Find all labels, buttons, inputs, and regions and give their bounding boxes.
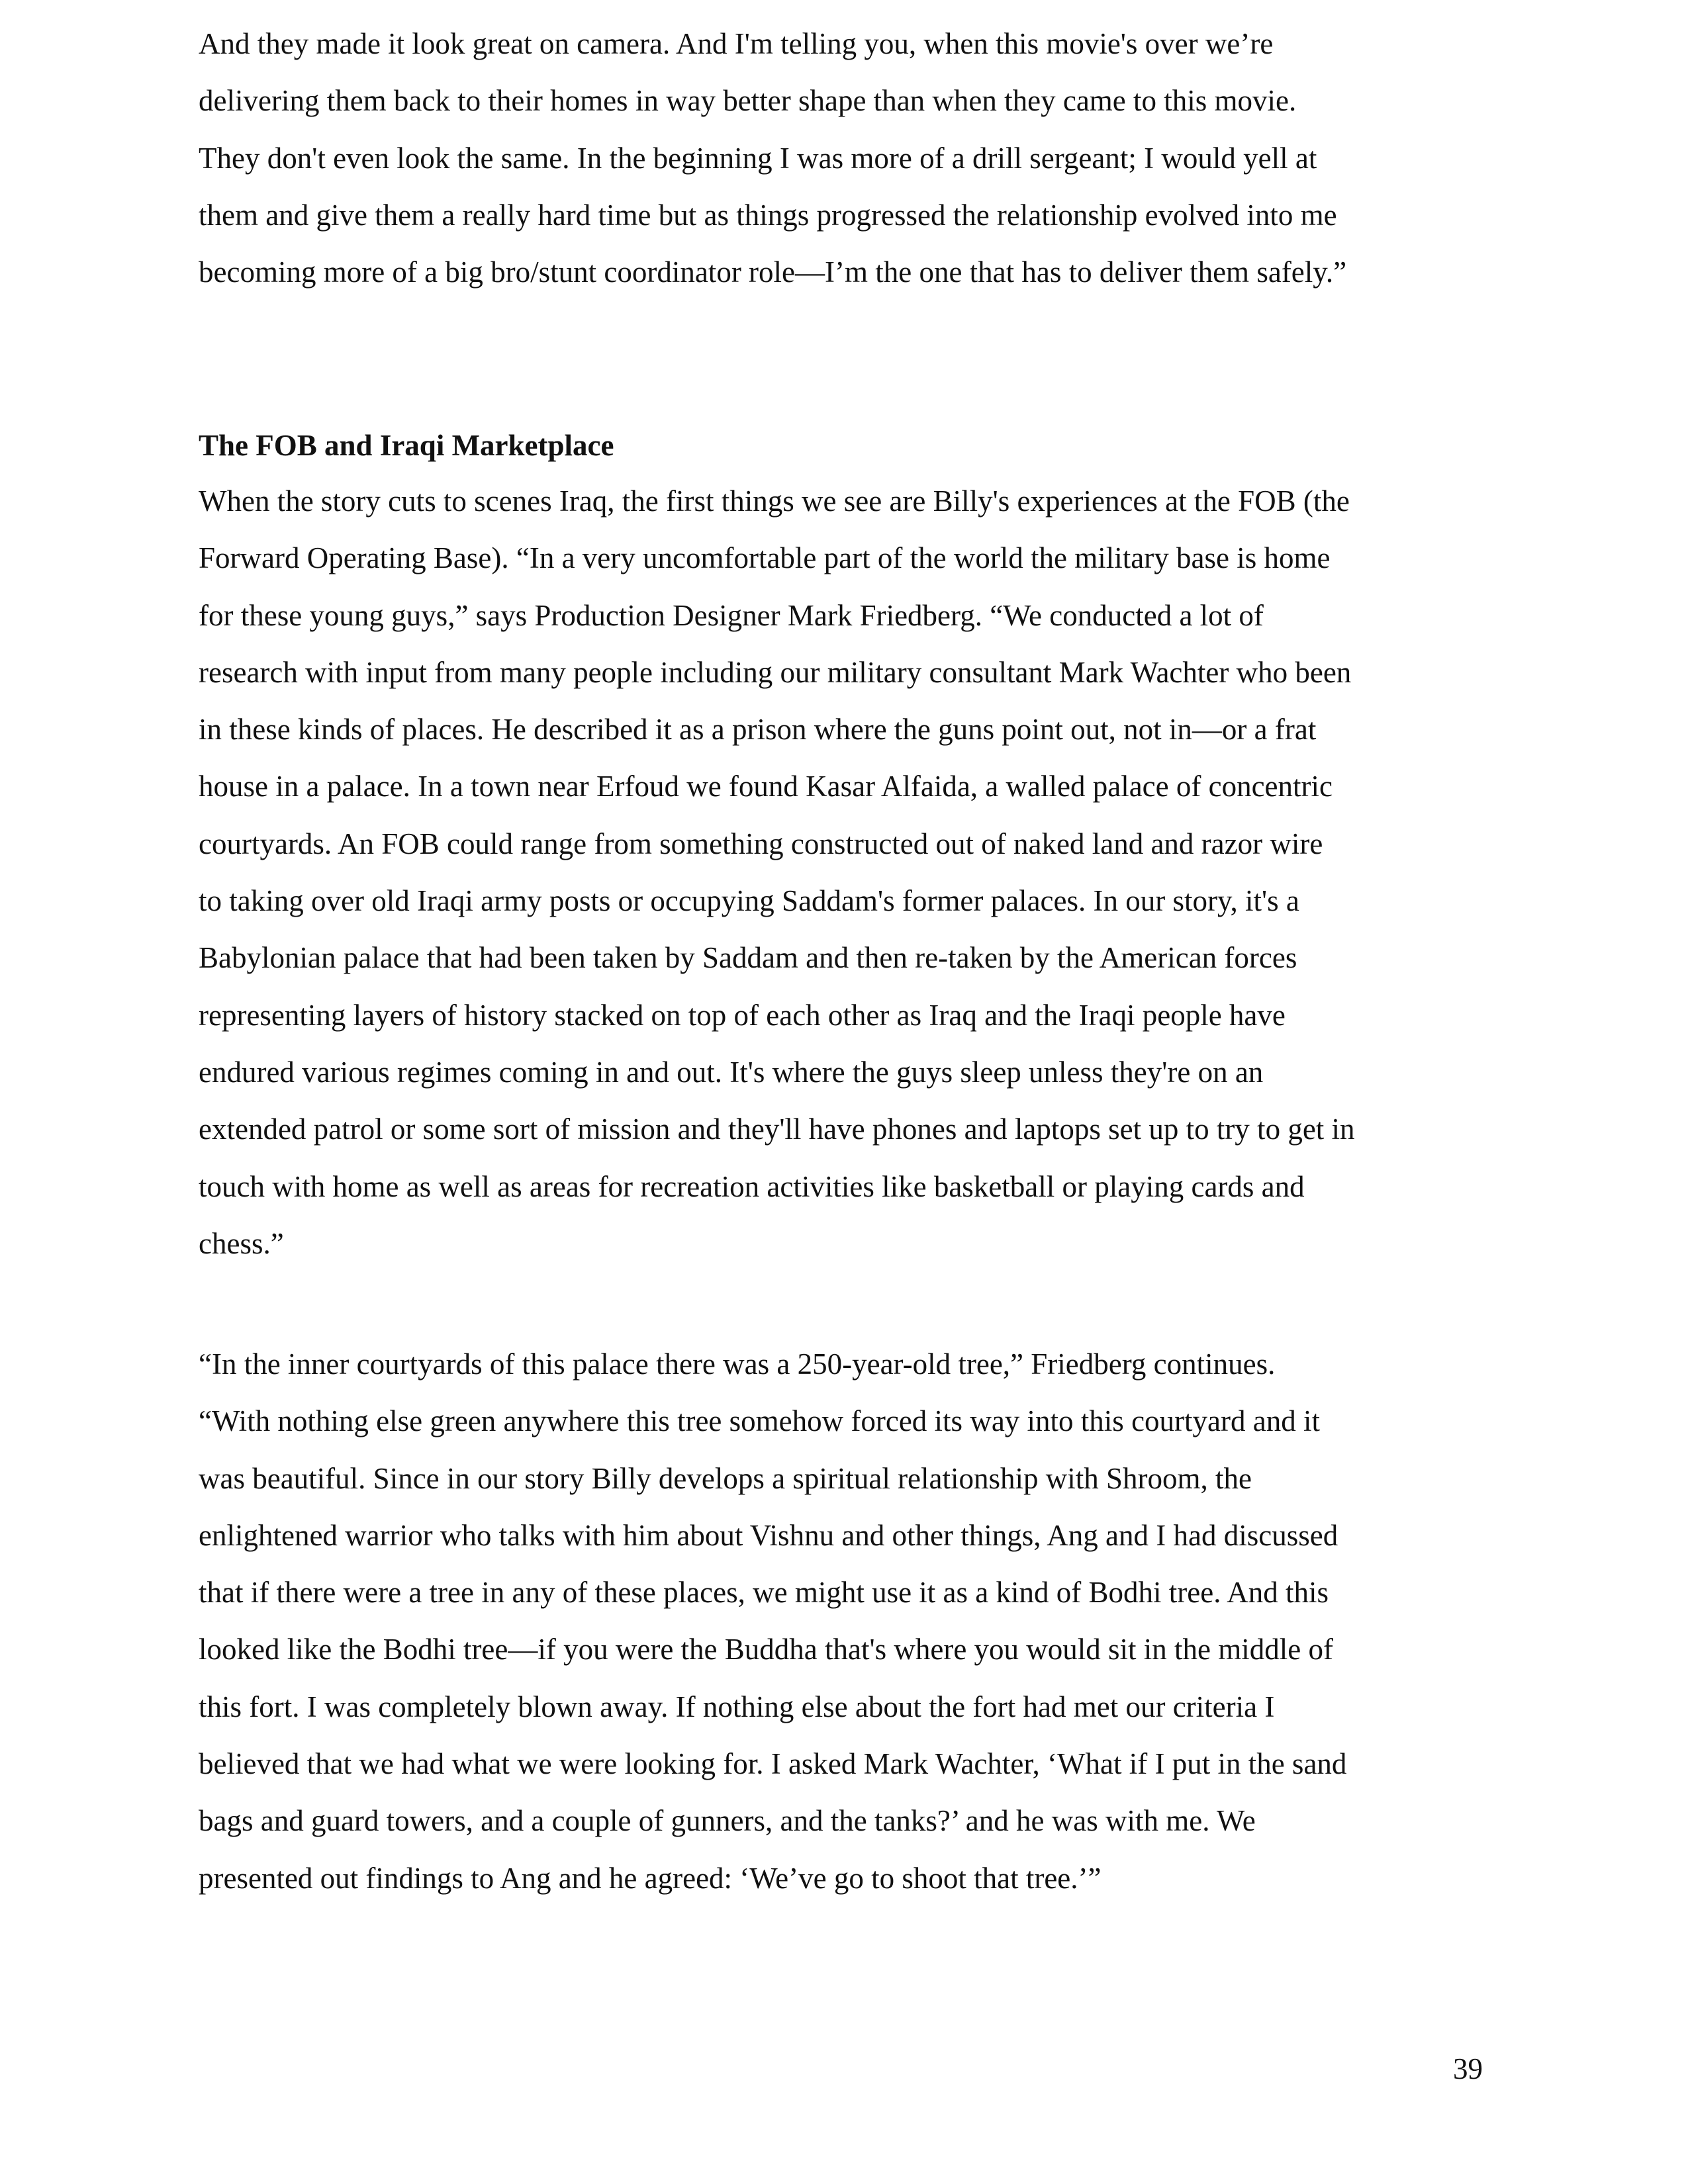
section-heading: The FOB and Iraqi Marketplace [199,429,614,462]
text-line: becoming more of a big bro/stunt coordinator role—I’m the one that has to deliver them safely.” [199,255,1347,289]
text-line: this fort. I was completely blown away. If nothing else about the fort had met our criteria I [199,1690,1275,1723]
text-line: for these young guys,” says Production Designer Mark Friedberg. “We conducted a lot of [199,598,1264,632]
intro-paragraph [199,15,1346,300]
text-line: believed that we had what we were looking for. I asked Mark Wachter, ‘What if I put in the sand [199,1747,1347,1781]
page-number: 39 [1453,2052,1483,2085]
text-line: research with input from many people including our military consultant Mark Wachter who been [199,655,1352,689]
text-line: to taking over old Iraqi army posts or occupying Saddam's former palaces. In our story, it's a [199,884,1299,918]
text-line: in these kinds of places. He described it as a prison where the guns point out, not in—or a frat [199,713,1317,747]
text-line: Forward Operating Base). “In a very uncomfortable part of the world the military base is home [199,541,1331,575]
text-line: representing layers of history stacked on top of each other as Iraq and the Iraqi people have [199,998,1286,1032]
text-line: enlightened warrior who talks with him about Vishnu and other things, Ang and I had discussed [199,1518,1338,1552]
text-line: “With nothing else green anywhere this tree somehow forced its way into this courtyard and it [199,1404,1320,1438]
text-line: bags and guard towers, and a couple of gunners, and the tanks?’ and he was with me. We [199,1804,1256,1838]
text-line: They don't even look the same. In the beginning I was more of a drill sergeant; I would yell at [199,141,1317,175]
text-line: endured various regimes coming in and out. It's where the guys sleep unless they're on an [199,1055,1264,1089]
text-line: that if there were a tree in any of these places, we might use it as a kind of Bodhi tree. And this [199,1576,1329,1610]
text-line: extended patrol or some sort of mission and they'll have phones and laptops set up to try to get in [199,1113,1355,1146]
text-line: And they made it look great on camera. And I'm telling you, when this movie's over we’re [199,27,1274,60]
text-line: presented out findings to Ang and he agreed: ‘We’ve go to shoot that tree.’” [199,1861,1102,1895]
text-line: looked like the Bodhi tree—if you were the Buddha that's where you would sit in the middle of [199,1633,1333,1666]
text-line: delivering them back to their homes in way better shape than when they came to this movie. [199,84,1297,118]
text-line: Babylonian palace that had been taken by Saddam and then re-taken by the American forces [199,941,1297,975]
text-line: house in a palace. In a town near Erfoud we found Kasar Alfaida, a walled palace of concentric [199,770,1333,803]
text-line: When the story cuts to scenes Iraq, the first things we see are Billy's experiences at the FOB (the [199,484,1350,518]
fob-paragraph [199,473,1355,1272]
text-line: was beautiful. Since in our story Billy develops a spiritual relationship with Shroom, the [199,1461,1252,1495]
text-line: touch with home as well as areas for recreation activities like basketball or playing cards and [199,1169,1305,1203]
tree-paragraph [199,1336,1346,1907]
text-line: them and give them a really hard time but as things progressed the relationship evolved into me [199,198,1337,232]
text-line: “In the inner courtyards of this palace there was a 250-year-old tree,” Friedberg continues. [199,1347,1276,1381]
text-line: courtyards. An FOB could range from something constructed out of naked land and razor wire [199,827,1323,860]
text-line: chess.” [199,1226,284,1260]
